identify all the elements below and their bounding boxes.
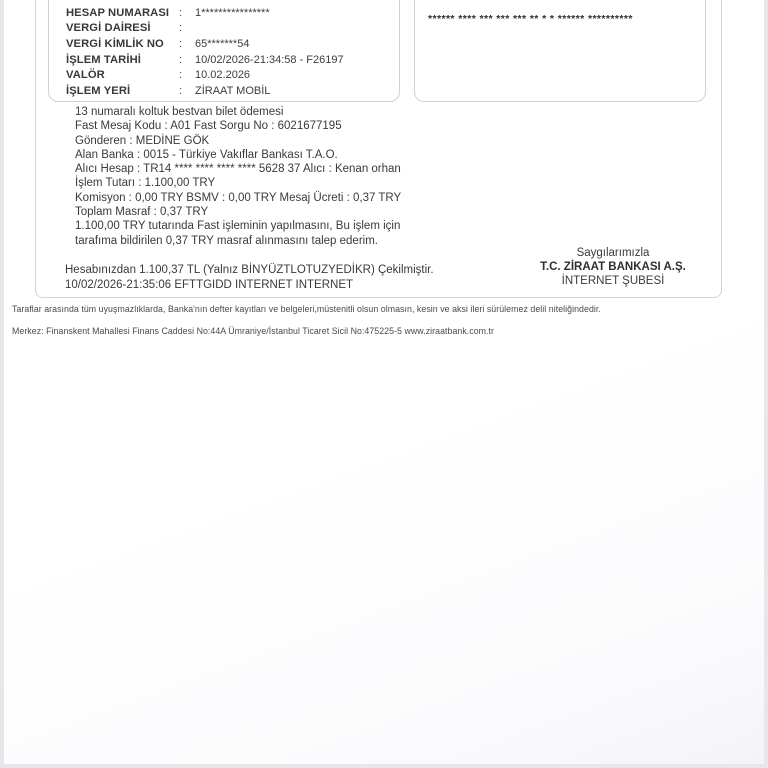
signature-regards: Saygılarımızla [576,247,650,259]
masked-account-line: ****** **** *** *** *** ** * * ****** ********** [428,13,633,25]
body-line: 13 numaralı koltuk bestvan bilet ödemesi [75,106,284,118]
signature-bank-name: T.C. ZİRAAT BANKASI A.Ş. [540,261,686,274]
detail-value: 65*******54 [195,37,250,50]
detail-label: VERGİ DAİRESİ [66,22,151,35]
signature-block [528,246,698,289]
bank-address-line: Merkez: Finanskent Mahallesi Finans Caddesi No:44A Ümraniye/İstanbul Ticaret Sicil No:475225-5 www.ziraatbank.com.tr [12,326,495,336]
legal-disclaimer: Taraflar arasında tüm uyuşmazlıklarda, Banka'nın defter kayıtları ve belgeleri,müstenitli olsun olmasın, kesin ve aksi ileri sürülemez delil niteliğindedir. [12,304,601,314]
detail-label: VALÖR [66,69,105,82]
detail-label: HESAP NUMARASI [66,6,170,19]
account-details-panel [48,0,400,102]
detail-row-transaction-date [66,52,399,68]
withdrawal-timestamp-line: 10/02/2026-21:35:06 EFTTGIDD INTERNET INTERNET [65,279,354,291]
detail-row-transaction-place [66,83,399,99]
detail-row-account-number [66,5,399,21]
detail-label: VERGİ KİMLİK NO [66,37,164,50]
withdrawal-summary [65,263,434,293]
body-line: Gönderen : MEDİNE GÖK [75,134,210,147]
detail-row-tax-office [66,21,399,37]
detail-value: 10.02.2026 [195,69,251,82]
body-line: tarafıma bildirilen 0,37 TRY masraf alınmasını talep ederim. [75,234,378,247]
body-line: Fast Mesaj Kodu : A01 Fast Sorgu No : 6021677195 [75,120,342,133]
detail-separator: : [179,37,183,50]
detail-label: İŞLEM TARİHİ [66,53,141,66]
detail-row-tax-id [66,36,399,52]
signature-branch: İNTERNET ŞUBESİ [561,275,665,288]
body-line: 1.100,00 TRY tutarında Fast işleminin yapılmasını, Bu işlem için [75,220,401,233]
body-line: İşlem Tutarı : 1.100,00 TRY [75,177,216,190]
detail-label: İŞLEM YERİ [66,84,131,97]
body-line: Alıcı Hesap : TR14 **** **** **** **** 5628 37 Alıcı : Kenan orhan [75,163,401,176]
detail-row-value-date [66,67,399,83]
receipt-page [4,0,764,764]
transaction-description [75,105,635,248]
masked-info-panel [414,0,706,102]
withdrawal-amount-line: Hesabınızdan 1.100,37 TL (Yalnız BİNYÜZTLOTUZYEDİKR) Çekilmiştir. [65,264,434,276]
body-line: Komisyon : 0,00 TRY BSMV : 0,00 TRY Mesaj Ücreti : 0,37 TRY [75,191,402,204]
detail-value: 10/02/2026-21:34:58 - F26197 [195,53,344,66]
detail-value: 1**************** [195,6,270,19]
detail-separator: : [179,69,183,82]
detail-separator: : [179,53,183,66]
body-line: Alan Banka : 0015 - Türkiye Vakıflar Bankası T.A.O. [75,148,338,161]
detail-separator: : [179,84,183,97]
detail-separator: : [179,22,183,35]
detail-separator: : [179,6,183,19]
detail-value: ZİRAAT MOBİL [195,84,271,97]
body-line: Toplam Masraf : 0,37 TRY [75,206,209,219]
